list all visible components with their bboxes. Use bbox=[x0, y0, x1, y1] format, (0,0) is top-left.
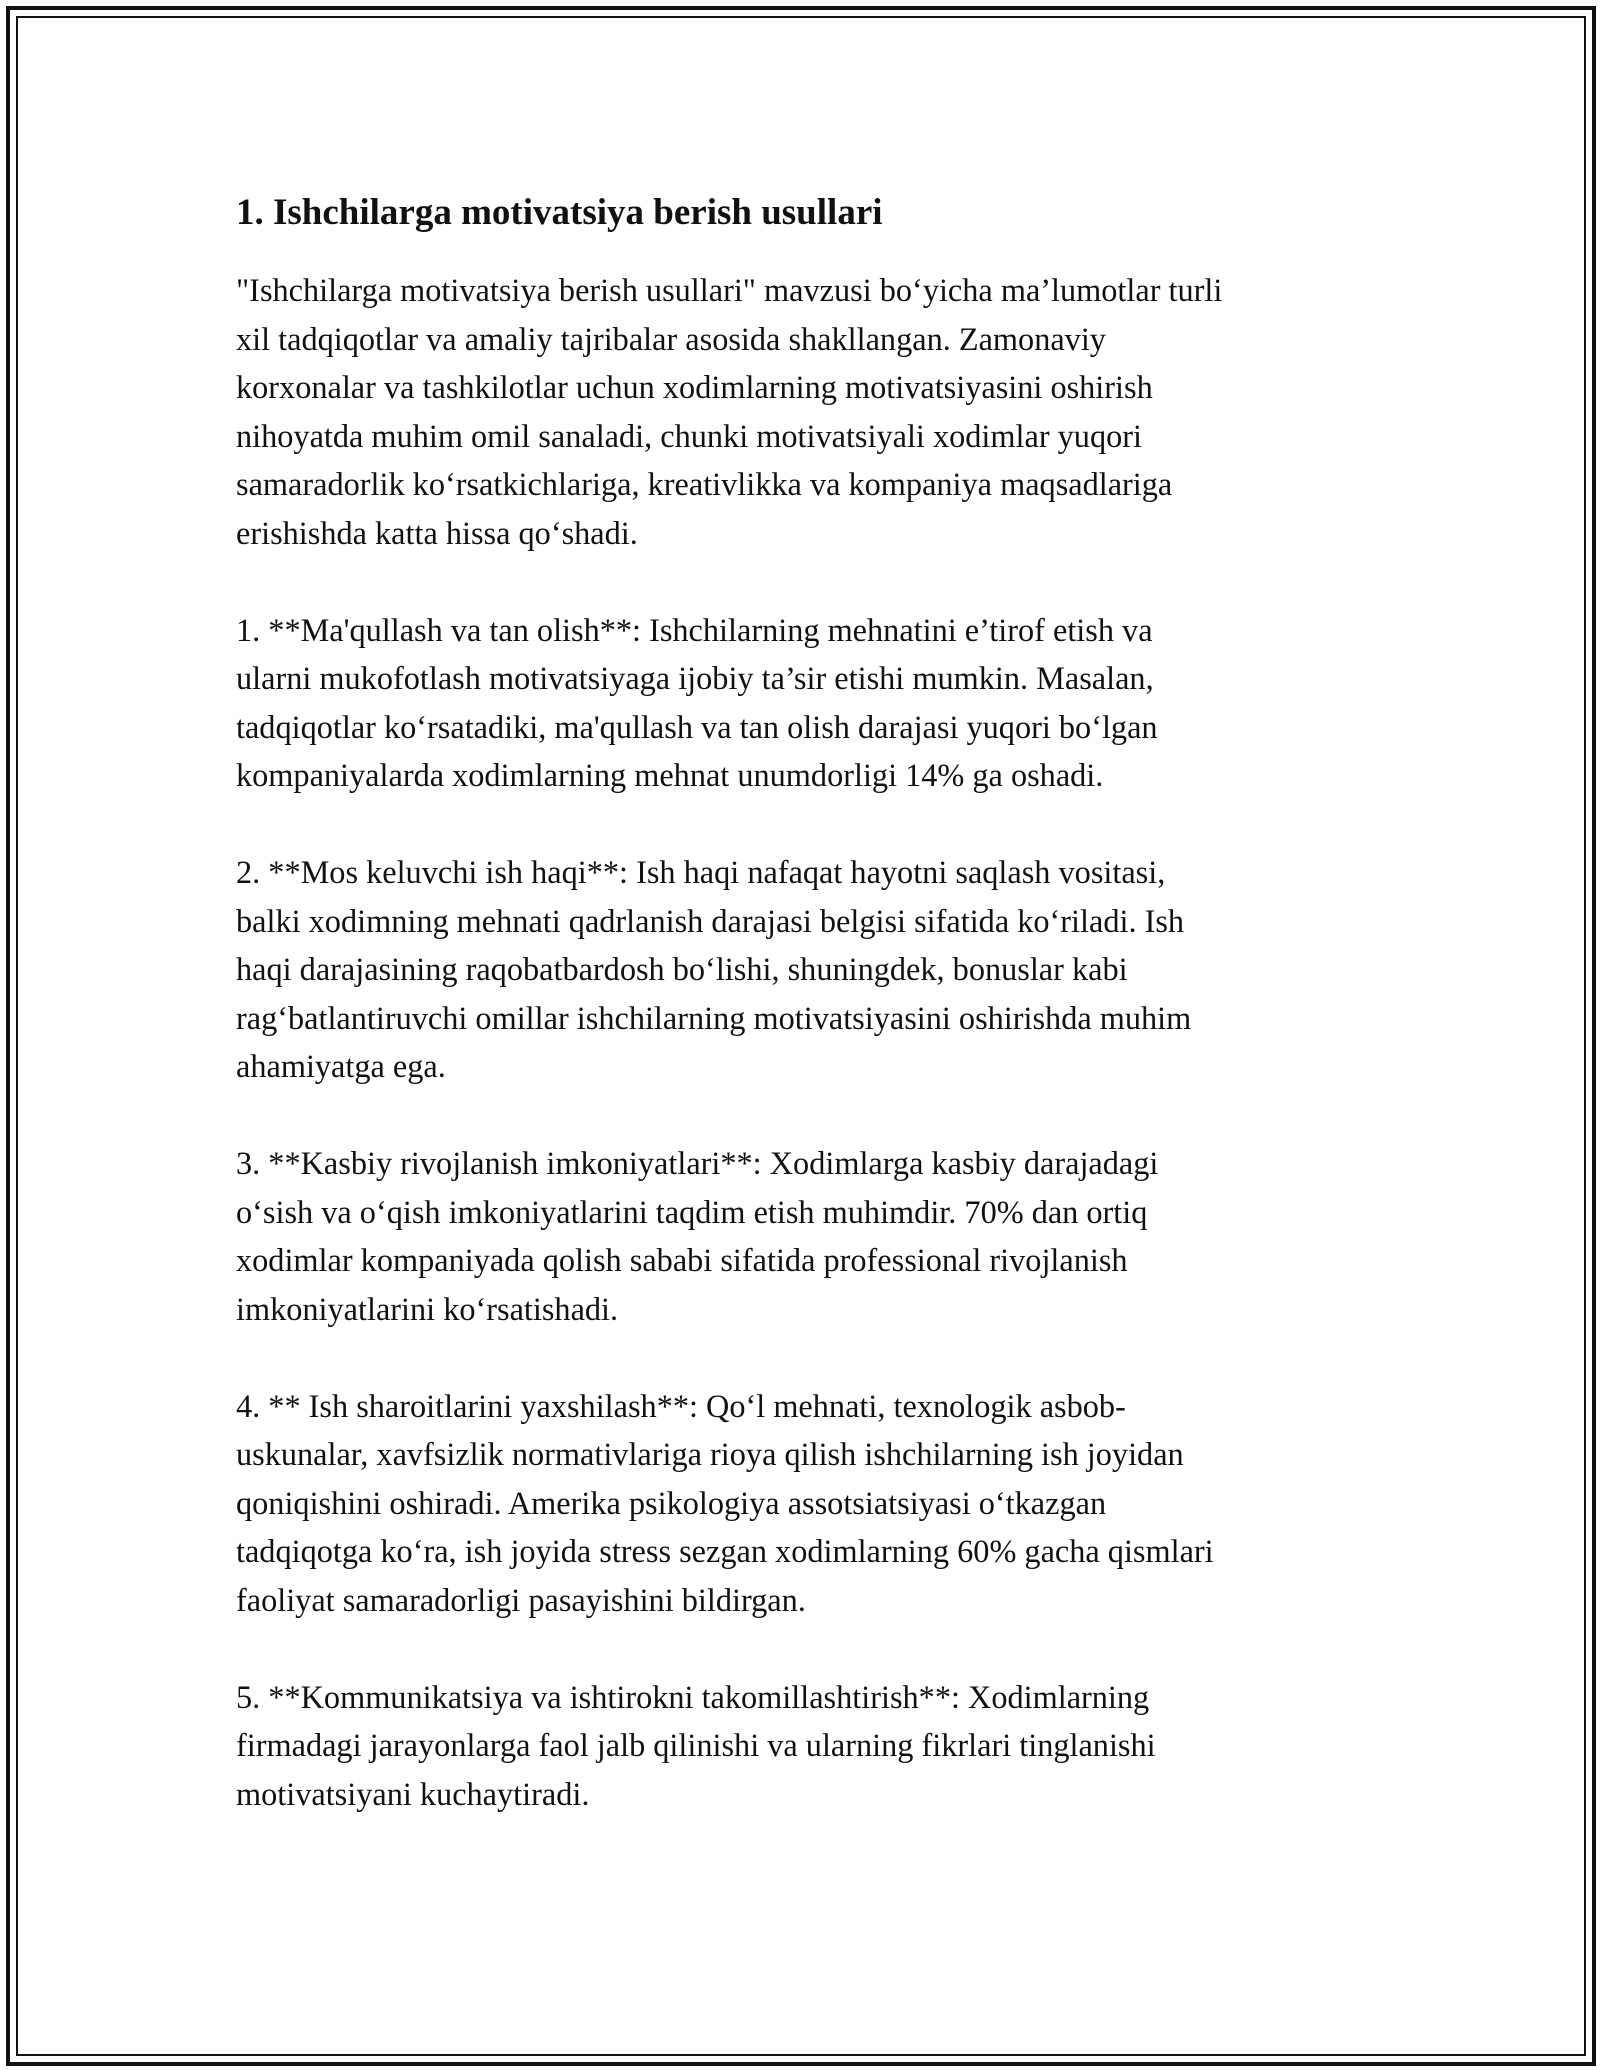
list-item-communication: 5. **Kommunikatsiya va ishtirokni takomillashtirish**: Xodimlarning firmadagi jarayonlarga faol jalb qilinishi va ularning fikrlari tinglanishi motivatsiyani kuchaytiradi. bbox=[236, 1678, 1156, 1812]
document-title: 1. Ishchilarga motivatsiya berish usullari bbox=[236, 192, 883, 233]
list-item-salary: 2. **Mos keluvchi ish haqi**: Ish haqi nafaqat hayotni saqlash vositasi, balki xodimning mehnati qadrlanish darajasi belgisi sifatida ko‘riladi. Ish haqi darajasining raqobatbardosh bo‘lishi, shuningdek, bonuslar kabi rag‘batlantiruvchi omillar ishchilarning motivatsiyasini oshirishda muhim ahamiyatga ega. bbox=[236, 854, 1192, 1084]
intro-paragraph: "Ishchilarga motivatsiya berish usullari" mavzusi bo‘yicha ma’lumotlar turli xil tadqiqotlar va amaliy tajribalar asosida shakllangan. Zamonaviy korxonalar va tashkilotlar uchun xodimlarning motivatsiyasini oshirish nihoyatda muhim omil sanaladi, chunki motivatsiyali xodimlar yuqori samaradorlik ko‘rsatkichlariga, kreativlikka va kompaniya maqsadlariga erishishda katta hissa qo‘shadi. bbox=[236, 272, 1223, 551]
list-item-working-conditions: 4. ** Ish sharoitlarini yaxshilash**: Qo‘l mehnati, texnologik asbob- uskunalar, xavfsizlik normativlariga rioya qilish ishchilarning ish joyidan qoniqishini oshiradi. Amerika psikologiya assotsiatsiyasi o‘tkazgan tadqiqotga ko‘ra, ish joyida stress sezgan xodimlarning 60% gacha qismlari faoliyat samaradorligi pasayishini bildirgan. bbox=[236, 1387, 1214, 1618]
list-item-recognition: 1. **Ma'qullash va tan olish**: Ishchilarning mehnatini e’tirof etish va ularni mukofotlash motivatsiyaga ijobiy ta’sir etishi mumkin. Masalan, tadqiqotlar ko‘rsatadiki, ma'qullash va tan olish darajasi yuqori bo‘lgan kompaniyalarda xodimlarning mehnat unumdorligi 14% ga oshadi. bbox=[236, 611, 1158, 793]
document-body bbox=[236, 188, 1366, 1867]
list-item-career-development: 3. **Kasbiy rivojlanish imkoniyatlari**: Xodimlarga kasbiy darajadagi o‘sish va o‘qish imkoniyatlarini taqdim etish muhimdir. 70% dan ortiq xodimlar kompaniyada qolish sababi sifatida professional rivojlanish imkoniyatlarini ko‘rsatishadi. bbox=[236, 1145, 1159, 1327]
